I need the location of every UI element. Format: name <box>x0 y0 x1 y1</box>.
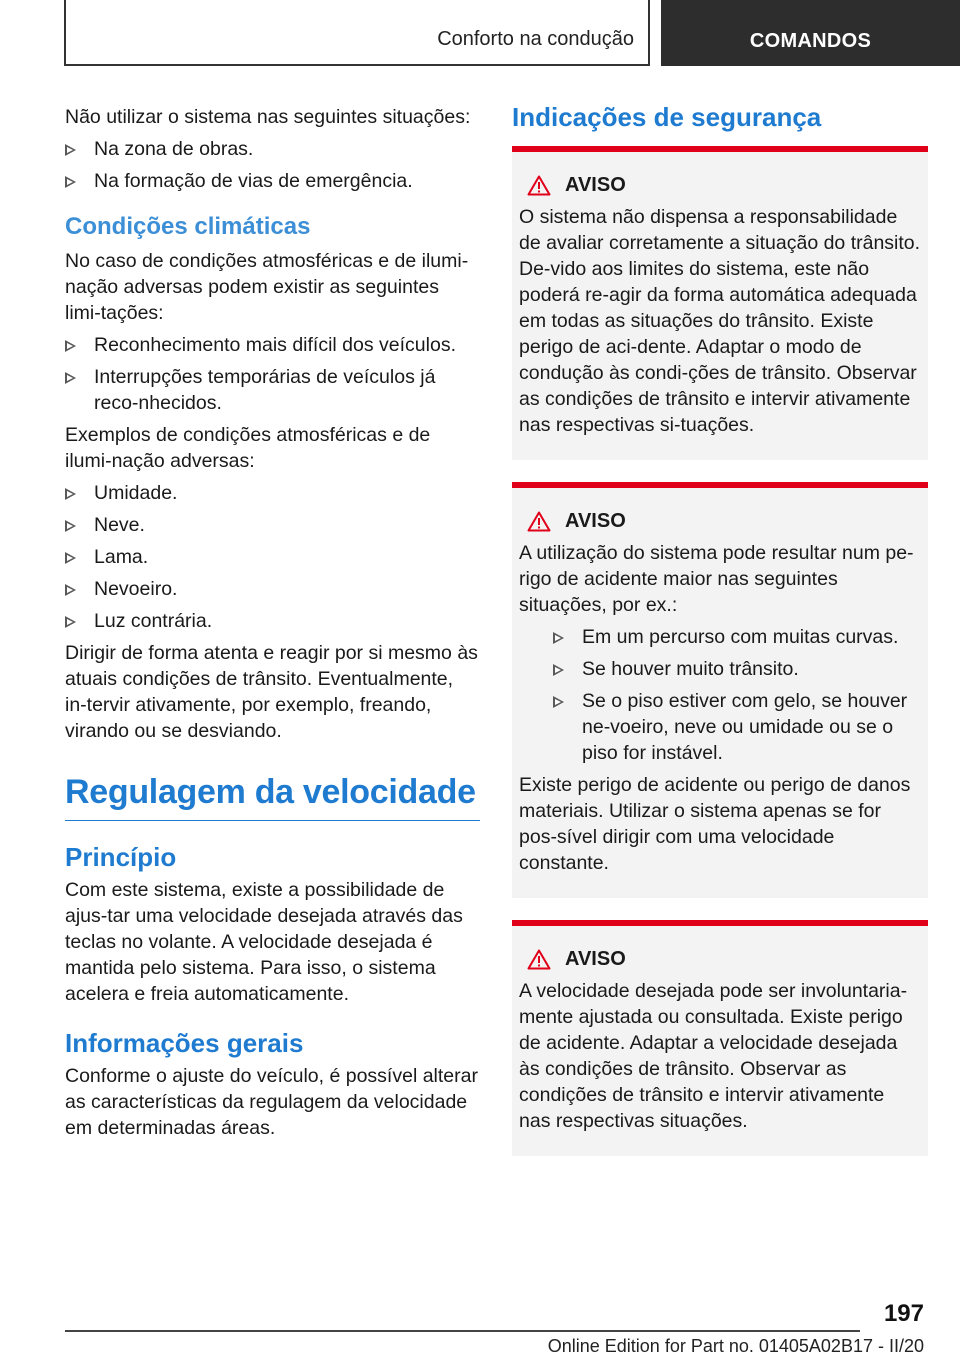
triangle-bullet-icon <box>553 696 564 708</box>
warning-text: O sistema não dispensa a responsabilidade de avaliar corretamente a situação do trânsito. De-vido aos limites do sistema, este não poderá re-agir da forma automática adequada em todas as situações do trânsito. Existe perigo de aci-dente. Adaptar o modo de condução às condi-ções de trânsito. Observar as condições de trânsito e intervir ativamente nas respectivas si-tuações. <box>519 206 921 436</box>
warning-box-1 <box>512 146 928 460</box>
main-heading: Regulagem da velocidade <box>65 770 480 821</box>
triangle-bullet-icon <box>65 616 76 628</box>
principle-paragraph: Com este sistema, existe a possibilidade de ajus-tar uma velocidade desejada através das teclas no volante. A velocidade desejada é mantida pelo sistema. Para isso, o sistema acelera e freia automaticamente. <box>65 879 463 1005</box>
triangle-bullet-icon <box>65 340 76 352</box>
list-item: Lama. <box>65 544 480 570</box>
triangle-bullet-icon <box>65 144 76 156</box>
principle-heading: Princípio <box>65 842 177 872</box>
list-item: Reconhecimento mais difícil dos veículos. <box>65 332 480 358</box>
warning-text: A velocidade desejada pode ser involuntaria-mente ajustada ou consultada. Existe perigo de acidente. Adaptar a velocidade desejada às condições de trânsito. Observar as condições de trânsito e intervir ativamente nas respectivas situações. <box>519 980 908 1132</box>
triangle-bullet-icon <box>65 372 76 384</box>
warning-label: AVISO <box>565 174 626 196</box>
warning-label: AVISO <box>565 510 626 532</box>
warning-label: AVISO <box>565 948 626 970</box>
header-chapter-tab <box>661 0 960 66</box>
warning-triangle-icon <box>527 175 551 196</box>
chapter-title: COMANDOS <box>749 30 872 52</box>
section-title: Conforto na condução <box>437 28 634 50</box>
triangle-bullet-icon <box>65 520 76 532</box>
triangle-bullet-icon <box>65 488 76 500</box>
triangle-bullet-icon <box>65 584 76 596</box>
warning-box-2 <box>512 482 928 898</box>
footer-edition: Online Edition for Part no. 01405A02B17 - II/20 <box>547 1336 924 1356</box>
climate-paragraph-2: Exemplos de condições atmosféricas e de ilumi-nação adversas: <box>65 424 431 472</box>
climate-paragraph-3: Dirigir de forma atenta e reagir por si mesmo às atuais condições de trânsito. Eventualmente, in-tervir ativamente, por exemplo, freando, virando ou se desviando. <box>65 642 478 742</box>
warning-box-3 <box>512 920 928 1156</box>
triangle-bullet-icon <box>553 664 564 676</box>
warning-list <box>553 624 921 766</box>
safety-heading: Indicações de segurança <box>512 102 822 132</box>
list-item: Se o piso estiver com gelo, se houver ne-voeiro, neve ou umidade ou se o piso for instável. <box>553 688 921 766</box>
climate-paragraph-1: No caso de condições atmosféricas e de ilumi-nação adversas podem existir as seguintes limi-tações: <box>65 250 469 324</box>
list-item: Umidade. <box>65 480 480 506</box>
climate-heading: Condições climáticas <box>65 213 311 240</box>
list-item: Nevoeiro. <box>65 576 480 602</box>
list-item: Na formação de vias de emergência. <box>65 168 480 194</box>
warning-triangle-icon <box>527 949 551 970</box>
page-number: 197 <box>883 1300 924 1327</box>
triangle-bullet-icon <box>65 552 76 564</box>
list-item: Interrupções temporárias de veículos já reco-nhecidos. <box>65 364 480 416</box>
intro-text: Não utilizar o sistema nas seguintes situações: <box>65 106 471 128</box>
general-info-heading: Informações gerais <box>65 1028 304 1058</box>
list-item: Neve. <box>65 512 480 538</box>
list-item: Se houver muito trânsito. <box>553 656 921 682</box>
warning-text: A utilização do sistema pode resultar num pe-rigo de acidente maior nas seguintes situações, por ex.: <box>519 542 914 616</box>
weather-list <box>65 480 480 634</box>
general-info-paragraph: Conforme o ajuste do veículo, é possível alterar as características da regulagem da velocidade em determinadas áreas. <box>65 1065 478 1139</box>
footer-divider <box>65 1330 860 1332</box>
left-column <box>65 104 480 1147</box>
header-section-box <box>64 0 650 66</box>
list-item: Na zona de obras. <box>65 136 480 162</box>
list-item: Luz contrária. <box>65 608 480 634</box>
right-column <box>512 100 928 1178</box>
climate-list <box>65 332 480 416</box>
warning-text-2: Existe perigo de acidente ou perigo de danos materiais. Utilizar o sistema apenas se for pos-sível dirigir com uma velocidade constante. <box>519 774 911 874</box>
triangle-bullet-icon <box>553 632 564 644</box>
triangle-bullet-icon <box>65 176 76 188</box>
list-item: Em um percurso com muitas curvas. <box>553 624 921 650</box>
warning-triangle-icon <box>527 511 551 532</box>
intro-list <box>65 136 480 194</box>
